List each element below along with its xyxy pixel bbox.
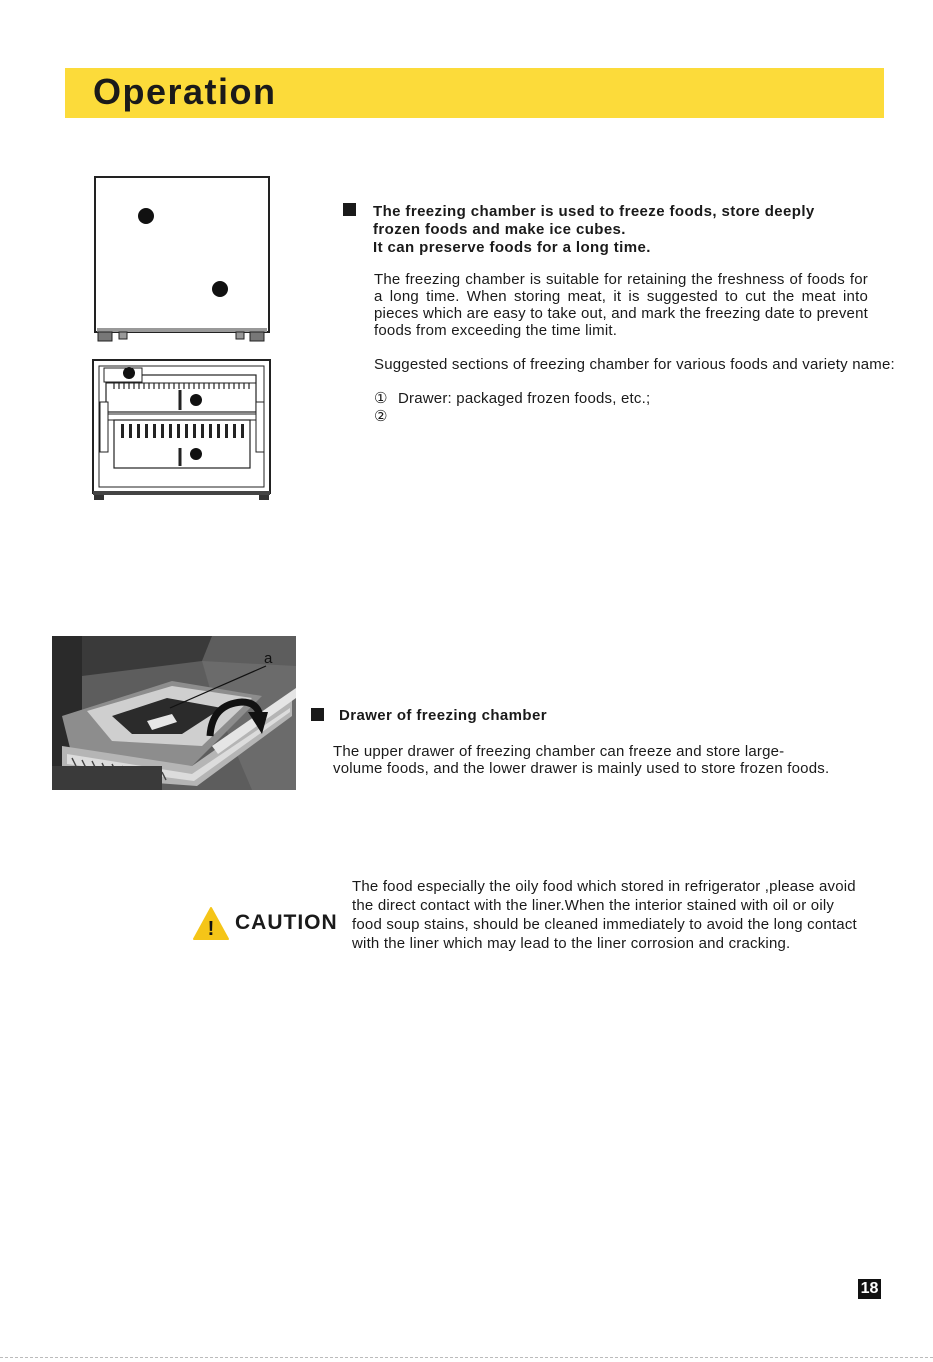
warning-glyph: ! (207, 918, 215, 940)
marker-dot (212, 281, 228, 297)
marker-dot (138, 208, 154, 224)
section-heading-line: frozen foods and make ice cubes. (373, 221, 626, 238)
page-number: 18 (858, 1279, 881, 1299)
marker-dot (123, 367, 135, 379)
freezer-diagram (86, 170, 282, 505)
marker-dot (190, 448, 202, 460)
drawer-photo (52, 636, 296, 790)
bullet-square (343, 203, 356, 216)
caution-label: CAUTION (235, 911, 338, 934)
item-marker: ② (374, 408, 388, 425)
bottom-divider (0, 1357, 933, 1358)
warning-icon (192, 906, 230, 941)
section-heading-line: It can preserve foods for a long time. (373, 239, 651, 256)
item-text: Drawer: packaged frozen foods, etc.; (398, 390, 651, 407)
freezer-description: The freezing chamber is suitable for retaining the freshness of foods for a long time. When storing meat, it is suggested to cut the meat into pieces which are easy to take out, and mark the freezing date to prevent foods from exceeding the time limit. (374, 271, 868, 339)
item-marker: ① (374, 390, 388, 407)
section-heading-line: The freezing chamber is used to freeze foods, store deeply (373, 203, 815, 220)
page-title: Operation (93, 71, 277, 112)
suggested-sections: Suggested sections of freezing chamber for various foods and variety name: (374, 356, 895, 373)
bullet-square (311, 708, 324, 721)
marker-dot (190, 394, 202, 406)
drawer-description: The upper drawer of freezing chamber can freeze and store large-volume foods, and the lower drawer is mainly used to store frozen foods. (333, 743, 830, 777)
section-heading: Drawer of freezing chamber (339, 707, 547, 724)
photo-label-a: a (264, 650, 273, 667)
caution-text: The food especially the oily food which stored in refrigerator ,please avoid the direct contact with the liner.When the interior stained with oil or oily food soup stains, should be cleaned immediately to avoid the long contact with the liner which may lead to the liner corrosion and cracking. (352, 878, 857, 952)
